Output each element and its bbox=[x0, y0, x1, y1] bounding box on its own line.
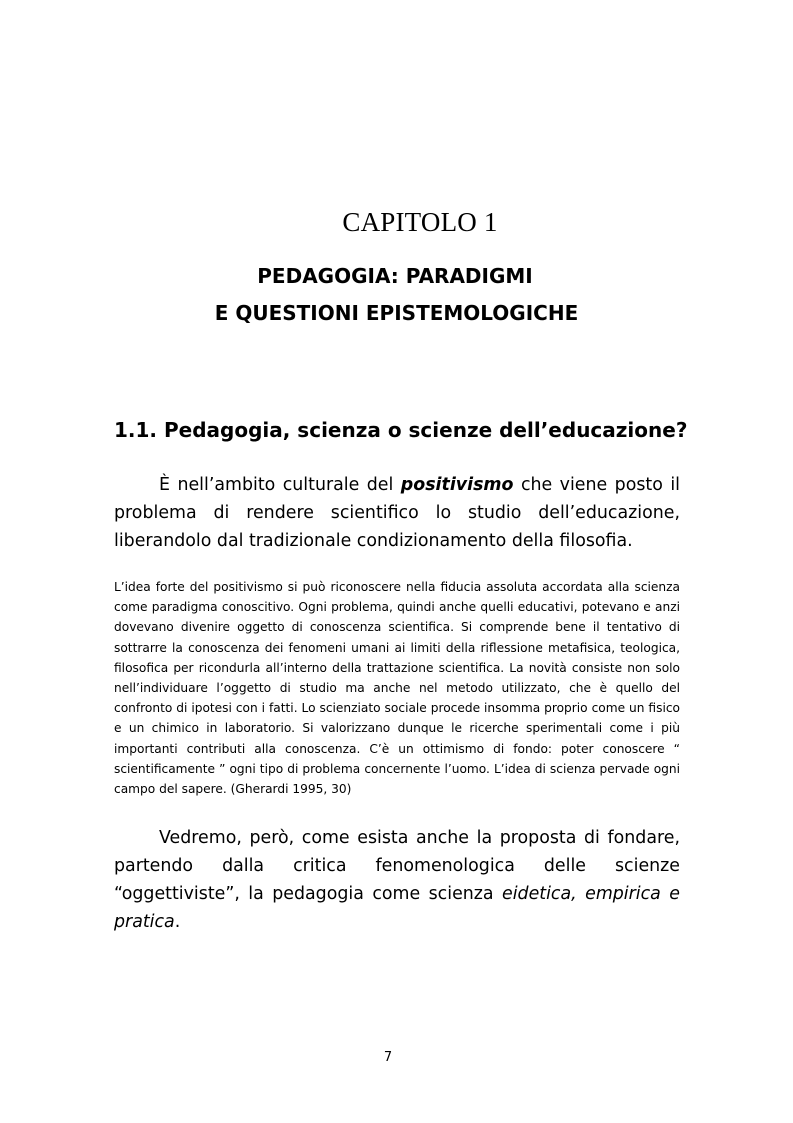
body-paragraph-2 bbox=[114, 824, 680, 936]
paragraph-1-emphasis: positivismo bbox=[400, 475, 514, 495]
paragraph-2-text-after: . bbox=[174, 912, 181, 932]
body-paragraph-1 bbox=[114, 471, 680, 555]
chapter-title-line-2: E QUESTIONI EPISTEMOLOGICHE bbox=[214, 301, 579, 325]
paragraph-2-text-before: Vedremo, però, come esista anche la proposta di fondare, partendo dalla critica fenomenologica delle scienze “oggettiviste”, la pedagogia come scienza bbox=[114, 828, 680, 904]
page-number: 7 bbox=[383, 1050, 393, 1065]
block-quote: L’idea forte del positivismo si può riconoscere nella fiducia assoluta accordata alla scienza come paradigma conoscitivo. Ogni problema, quindi anche quelli educativi, potevano e anzi dovevano divenire oggetto di conoscenza scientifica. Si comprende bene il tentativo di sottrarre la conoscenza dei fenomeni umani ai limiti della riflessione metafisica, teologica, filosofica per ricondurla all’interno della trattazione scientifica. La novità consiste non solo nell’individuare l’oggetto di studio ma anche nel metodo utilizzato, che è quello del confronto di ipotesi con i fatti. Lo scienziato sociale procede insomma proprio come un fisico e un chimico in laboratorio. Si valorizzano dunque le ricerche sperimentali come i più importanti contributi alla conoscenza. C’è un ottimismo di fondo: poter conoscere “ scientificamente ” ogni tipo di problema concernente l’uomo. L’idea di scienza pervade ogni campo del sapere. (Gherardi 1995, 30) bbox=[114, 580, 680, 797]
chapter-label: CAPITOLO 1 bbox=[342, 207, 498, 237]
paragraph-2-emphasis: eidetica, empirica e pratica bbox=[114, 884, 680, 932]
chapter-title-line-1: PEDAGOGIA: PARADIGMI bbox=[257, 264, 533, 288]
paragraph-1-text-before: È nell’ambito culturale del bbox=[159, 475, 401, 495]
paragraph-1-text-after: che viene posto il problema di rendere scientifico lo studio dell’educazione, liberandolo dal tradizionale condizionamento della filosofia. bbox=[114, 475, 680, 551]
section-heading: 1.1. Pedagogia, scienza o scienze dell’educazione? bbox=[114, 418, 688, 442]
